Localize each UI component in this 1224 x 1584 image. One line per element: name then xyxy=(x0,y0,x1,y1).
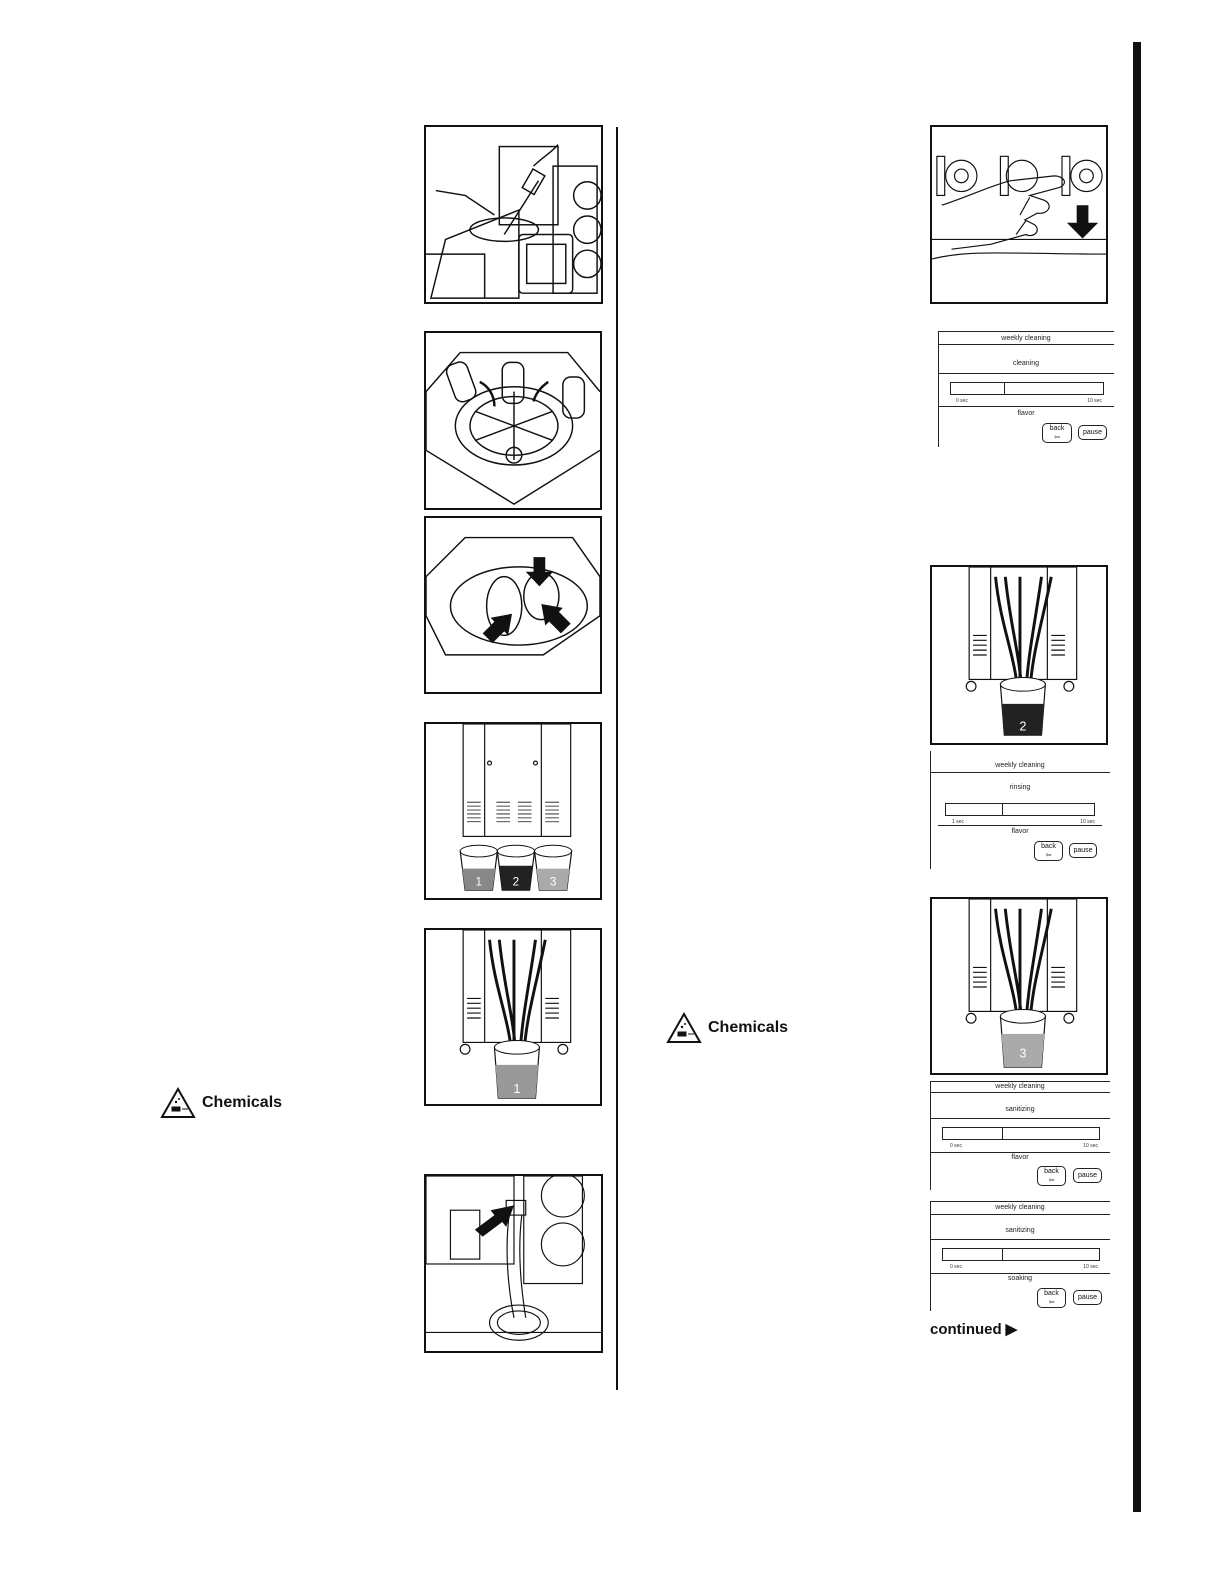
screen-status: sanitizing xyxy=(1005,1227,1035,1234)
figure-bucket-three xyxy=(930,897,1108,1075)
screen-status: sanitizing xyxy=(1005,1106,1035,1113)
screen-title: weekly cleaning xyxy=(995,1204,1045,1211)
back-button[interactable] xyxy=(1042,423,1072,443)
column-divider xyxy=(616,127,618,1390)
screen-subtitle: soaking xyxy=(1007,1275,1033,1282)
three-buckets-illustration xyxy=(426,724,600,898)
pause-button[interactable]: pause xyxy=(1073,1290,1102,1305)
progress-start-label: 1 sec xyxy=(952,819,964,825)
progress-bar xyxy=(945,803,1095,816)
back-arrow-icon: ⇦ xyxy=(1048,1299,1055,1306)
screen-status: rinsing xyxy=(1009,784,1031,791)
figure-drain-hose xyxy=(424,1174,603,1353)
progress-bar xyxy=(942,1248,1100,1261)
press-tubes-illustration xyxy=(426,518,600,692)
bucket-label-1: 1 xyxy=(475,875,483,889)
figure-press-button xyxy=(930,125,1108,304)
chemical-hazard-icon xyxy=(160,1087,196,1119)
display-screen-sanitizing xyxy=(930,1081,1110,1190)
figure-bucket-one xyxy=(424,928,602,1106)
back-button-label: back xyxy=(1044,1290,1059,1297)
progress-end-label: 10 sec xyxy=(1083,1264,1098,1270)
figure-brush-cleaning xyxy=(424,125,603,304)
chemicals-warning-right xyxy=(666,1012,788,1044)
display-screen-rinsing xyxy=(930,751,1110,869)
bucket-label-three: 3 xyxy=(1019,1046,1027,1061)
pause-button[interactable]: pause xyxy=(1073,1168,1102,1183)
chemical-hazard-icon xyxy=(666,1012,702,1044)
back-arrow-icon: ⇦ xyxy=(1048,1177,1055,1184)
bucket-one-illustration xyxy=(426,930,600,1104)
back-arrow-icon: ⇦ xyxy=(1045,852,1052,859)
bucket-label-3: 3 xyxy=(549,875,557,889)
progress-end-label: 10 sec xyxy=(1080,819,1095,825)
continued-label: continued xyxy=(930,1320,1002,1338)
screen-title: weekly cleaning xyxy=(1001,335,1051,342)
back-button[interactable] xyxy=(1037,1288,1066,1308)
progress-start-label: 0 sec xyxy=(950,1143,962,1149)
figure-install-tubes xyxy=(424,331,602,510)
continued-arrow-icon: ▶ xyxy=(1005,1321,1018,1338)
screen-subtitle: flavor xyxy=(1011,828,1029,835)
chemicals-label: Chemicals xyxy=(708,1019,789,1036)
bucket-label-one: 1 xyxy=(513,1082,521,1097)
back-arrow-icon: ⇦ xyxy=(1054,434,1060,441)
page-edge-bar xyxy=(1133,42,1141,1512)
back-button-label: back xyxy=(1049,425,1065,432)
figure-press-tubes xyxy=(424,516,602,694)
bucket-two-illustration xyxy=(932,567,1106,743)
back-button[interactable] xyxy=(1037,1166,1066,1186)
progress-end-label: 10 sec xyxy=(1083,1143,1098,1149)
screen-subtitle: flavor xyxy=(1011,1154,1029,1161)
drain-hose-illustration xyxy=(426,1176,601,1351)
screen-title: weekly cleaning xyxy=(995,1083,1045,1090)
figure-three-buckets xyxy=(424,722,602,900)
chemicals-warning-left xyxy=(160,1087,282,1119)
back-button-label: back xyxy=(1041,843,1056,850)
brush-cleaning-illustration xyxy=(426,127,601,302)
bucket-three-illustration xyxy=(932,899,1106,1073)
progress-start-label: 0 sec xyxy=(956,398,968,404)
chemicals-label: Chemicals xyxy=(202,1094,283,1111)
screen-subtitle: flavor xyxy=(1017,410,1035,417)
screen-status: cleaning xyxy=(1012,360,1040,367)
progress-start-label: 0 sec xyxy=(950,1264,962,1270)
back-button-label: back xyxy=(1044,1168,1059,1175)
continued-indicator xyxy=(930,1320,1017,1338)
progress-end-label: 10 sec xyxy=(1087,398,1102,404)
screen-title: weekly cleaning xyxy=(995,762,1045,769)
progress-bar xyxy=(942,1127,1100,1140)
install-tubes-illustration xyxy=(426,333,600,508)
bucket-label-two: 2 xyxy=(1019,719,1027,734)
back-button[interactable] xyxy=(1034,841,1063,861)
press-button-illustration xyxy=(932,127,1106,302)
pause-button[interactable]: pause xyxy=(1069,843,1097,858)
display-screen-cleaning xyxy=(938,331,1114,447)
progress-bar xyxy=(950,382,1104,395)
pause-button[interactable]: pause xyxy=(1078,425,1107,440)
bucket-label-2: 2 xyxy=(512,875,520,889)
display-screen-soaking xyxy=(930,1201,1110,1311)
figure-bucket-two xyxy=(930,565,1108,745)
